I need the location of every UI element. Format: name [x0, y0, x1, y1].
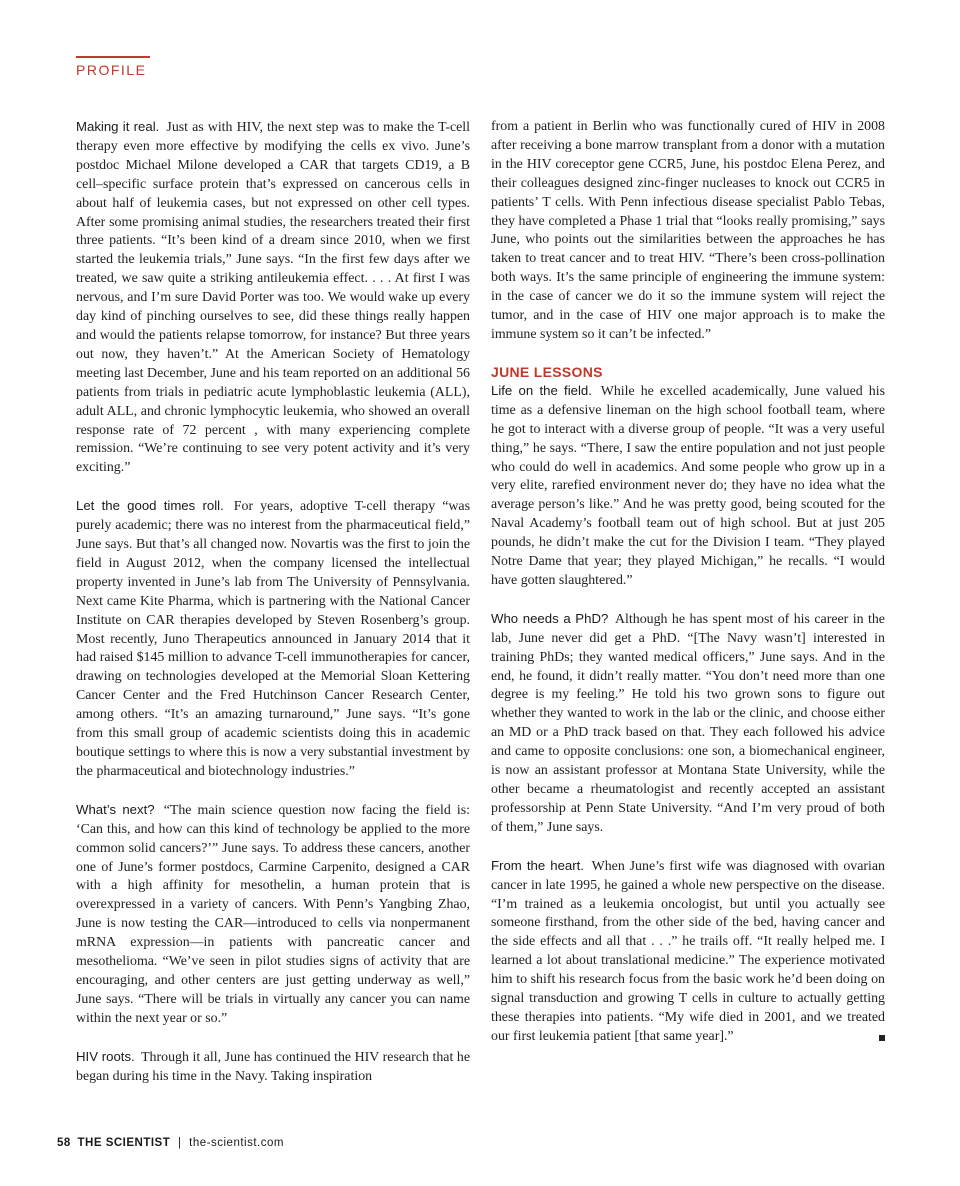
- paragraph-good-times: [76, 497, 470, 782]
- paragraph-lead: Making it real.: [76, 119, 160, 134]
- subhead-june-lessons: JUNE LESSONS: [491, 363, 603, 380]
- page-number: 58: [57, 1137, 71, 1149]
- paragraph-life-on-field: [491, 382, 885, 591]
- paragraph-text: Through it all, June has continued the HIV research that he began during his time in the Navy. Taking inspiration: [76, 1049, 470, 1084]
- page-footer: [57, 1137, 284, 1149]
- paragraph-from-the-heart: [491, 857, 885, 1047]
- paragraph-hiv-continued: [491, 118, 885, 345]
- paragraph-lead: HIV roots.: [76, 1048, 135, 1064]
- right-column: [491, 118, 885, 1047]
- footer-separator: |: [177, 1137, 182, 1149]
- paragraph-whats-next: [76, 801, 470, 1029]
- paragraph-text: While he excelled academically, June valued his time as a defensive lineman on the high school football team, where he got to interact with a diverse group of people. “It was a very useful thing,” he says. “There, I saw the entire population and not just people who could do well in academics. And some people who grow up in a very elite, rarefied environment never do; they have no idea what the average person’s like.” And he was pretty good, being scouted for the Naval Academy’s football team out of high school. But at just 205 pounds, he didn’t make the cut for the Division I team. “They played Notre Dame that year; they played Michigan,” he recalls. “I would have gotten slaughtered.”: [491, 383, 885, 588]
- paragraph-text: “The main science question now facing the field is: ‘Can this, and how can this kind of technology be applied to the more common solid cancers?’” June says. To address these cancers, another one of June’s former postdocs, Carmine Carpenito, designed a CAR with a high affinity for mesothelin, a human protein that is overexpressed in a variety of cancers. With Penn’s Yangbing Zhao, June is now testing the CAR—introduced to cells via nonpermanent mRNA expression—in patients with pancreatic cancer and mesothelioma. “We’ve seen in pilot studies signs of activity that are encouraging, and other centers are just getting underway as well,” June says. “There will be trials in virtually any cancer you can name within the next year or so.”: [76, 802, 471, 1026]
- paragraph-making-it-real: [76, 118, 470, 478]
- end-mark-icon: [879, 1035, 885, 1041]
- magazine-name: THE SCIENTIST: [77, 1137, 171, 1149]
- left-column: [76, 118, 470, 1087]
- paragraph-text: from a patient in Berlin who was functionally cured of HIV in 2008 after receiving a bone marrow transplant from a donor with a mutation in the HIV coreceptor gene CCR5, June, his postdoc Elena Perez, and their colleagues designed zinc-finger nucleases to knock out CCR5 in patients’ T cells. With Penn infectious disease specialist Pablo Tebas, they have completed a Phase 1 trial that “looks really promising,” says June, who points out the similarities between the approaches he has taken to treat cancer and to treat HIV. “There’s been cross-pollination both ways. It’s the same principle of engineering the immune system: in the case of cancer we do it so the immune system will reject the tumor, and in the case of HIV one major approach is to make the immune system so it can’t be infected.”: [491, 119, 885, 342]
- paragraph-who-needs-phd: [491, 610, 885, 838]
- paragraph-lead: What’s next?: [76, 801, 155, 817]
- section-label: PROFILE: [76, 62, 147, 78]
- footer-url: the-scientist.com: [189, 1137, 284, 1149]
- paragraph-lead: Let the good times roll.: [76, 498, 224, 514]
- paragraph-text: Although he has spent most of his career in the lab, June never did get a PhD. “[The Navy wasn’t] interested in training PhDs; they wanted medical officers,” June says. And in the end, he found, it didn’t really matter. “You don’t need more than one degree is my feeling.” He told his two grown sons to figure out whether they wanted to work in the lab or the clinic, and choose either an MD or a PhD track based on that. They each followed his advice and came to opposite conclusions: one son, a biomechanical engineer, is now an assistant professor at Montana State University, while the other became a rheumatologist and recently accepted an assistant professorship at Penn State University. “And I’m very proud of both of them,” June says.: [491, 611, 885, 835]
- paragraph-lead: Life on the field.: [491, 382, 592, 398]
- paragraph-lead: From the heart.: [491, 857, 584, 873]
- paragraph-text: When June’s first wife was diagnosed with ovarian cancer in late 1995, he gained a whole new perspective on the disease. “I’m trained as a leukemia oncologist, but until you actually see someone firsthand, from the other side of the bed, having cancer and the side effects and all that . . .” he trails off. “It really helped me. I learned a lot about translational medicine.” The experience motivated him to shift his research focus from the basic work he’d been doing on signal transduction and growing T cells in culture to actually getting these therapies into patients. “My wife died in 2001, and we treated our first leukemia patient [that same year].”: [491, 858, 885, 1044]
- paragraph-lead: Who needs a PhD?: [491, 610, 609, 626]
- paragraph-text: For years, adoptive T-cell therapy “was purely academic; there was no interest from the pharmaceutical field,” June says. But that’s all changed now. Novartis was the first to join the field in August 2012, when the company licensed the intellectual property invented in June’s lab from The University of Pennsylvania. Next came Kite Pharma, which is partnering with the National Cancer Institute on CAR therapies developed by Steven Rosenberg’s group. Most recently, Juno Therapeutics announced in January 2014 that it had raised $145 million to advance T-cell immunotherapies for cancer, drawing on technologies developed at the Memorial Sloan Kettering Cancer Center and the Fred Hutchinson Cancer Research Center, among others. “It’s an amazing turnaround,” June says. “It’s gone from this small group of academic scientists doing this in academic boutique settings to where this is now a very substantial investment by the pharmaceutical and biotechnology industries.”: [76, 499, 471, 779]
- paragraph-hiv-roots: [76, 1048, 470, 1087]
- paragraph-text: Just as with HIV, the next step was to make the T-cell therapy even more effective by modifying the cells ex vivo. June’s postdoc Michael Milone developed a CAR that targets CD19, a B cell–specific surface protein that’s expressed on cancerous cells in about half of leukemia cases, but not expressed on other cell types. After some promising animal studies, the researchers treated their first three patients. “It’s been kind of a dream since 2010, when we first started the leukemia trials,” June says. “In the first few days after we treated, we saw quite a striking antileukemia effect. . . . At first I was nervous, and I’m sure David Porter was too. We would wake up every day kind of pinching ourselves to see, did these things really happen and would the patients relapse tomorrow, for instance? But three years out now, they haven’t.” At the American Society of Hematology meeting last December, June and his team reported on an additional 56 patients from trials in pediatric acute lymphoblastic leukemia (ALL), adult ALL, and chronic lymphocytic leukemia, who showed an overall response rate of 72 percent , with many experiencing complete remission. “We’re continuing to see very potent activity and it’s very exciting.”: [76, 120, 470, 476]
- section-rule: [76, 56, 150, 58]
